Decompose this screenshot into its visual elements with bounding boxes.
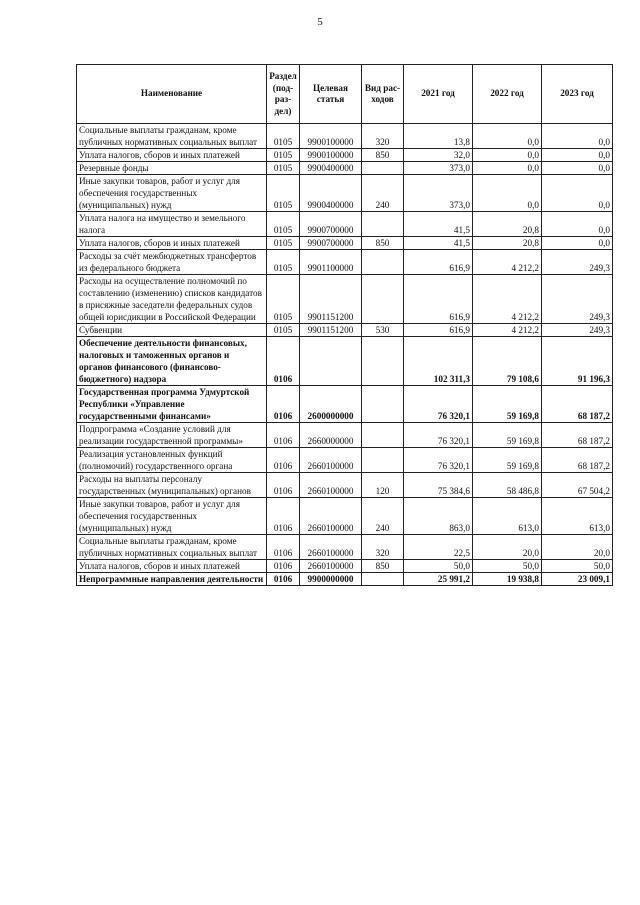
cell-name: Уплата налогов, сборов и иных платежей bbox=[77, 149, 267, 162]
cell-2021: 50,0 bbox=[404, 560, 473, 573]
cell-target bbox=[300, 337, 362, 386]
cell-section: 0105 bbox=[267, 324, 300, 337]
cell-2021: 76 320,1 bbox=[404, 448, 473, 473]
cell-2021: 616,9 bbox=[404, 275, 473, 324]
cell-expense-type: 850 bbox=[362, 149, 404, 162]
cell-expense-type: 240 bbox=[362, 175, 404, 212]
cell-2023: 23 009,1 bbox=[542, 573, 613, 586]
cell-expense-type bbox=[362, 573, 404, 586]
cell-name: Уплата налогов, сборов и иных платежей bbox=[77, 560, 267, 573]
cell-target: 9900100000 bbox=[300, 124, 362, 149]
cell-2021: 76 320,1 bbox=[404, 423, 473, 448]
table-row bbox=[77, 473, 613, 498]
cell-section: 0106 bbox=[267, 448, 300, 473]
cell-2021: 616,9 bbox=[404, 250, 473, 275]
cell-expense-type: 120 bbox=[362, 473, 404, 498]
cell-2023: 0,0 bbox=[542, 175, 613, 212]
cell-2022: 613,0 bbox=[473, 498, 542, 535]
cell-name: Иные закупки товаров, работ и услуг для обеспечения государственных (муниципальных) нужд bbox=[77, 175, 267, 212]
cell-name: Обеспечение деятельности финансовых, налоговых и таможенных органов и органов финансового (финансово-бюджетного) надзора bbox=[77, 337, 267, 386]
cell-target: 2660000000 bbox=[300, 423, 362, 448]
table-row bbox=[77, 386, 613, 423]
header-expense-type: Вид рас-ходов bbox=[362, 65, 404, 124]
cell-section: 0105 bbox=[267, 162, 300, 175]
cell-2023: 68 187,2 bbox=[542, 423, 613, 448]
cell-expense-type bbox=[362, 275, 404, 324]
header-target: Целевая статья bbox=[300, 65, 362, 124]
cell-target: 9900700000 bbox=[300, 212, 362, 237]
cell-target: 9901151200 bbox=[300, 275, 362, 324]
header-2022: 2022 год bbox=[473, 65, 542, 124]
table-row bbox=[77, 448, 613, 473]
cell-2022: 20,0 bbox=[473, 535, 542, 560]
cell-2023: 613,0 bbox=[542, 498, 613, 535]
cell-target: 9900400000 bbox=[300, 162, 362, 175]
cell-2023: 68 187,2 bbox=[542, 448, 613, 473]
cell-section: 0105 bbox=[267, 237, 300, 250]
header-name: Наименование bbox=[77, 65, 267, 124]
cell-2021: 41,5 bbox=[404, 237, 473, 250]
cell-2022: 59 169,8 bbox=[473, 386, 542, 423]
cell-expense-type: 320 bbox=[362, 124, 404, 149]
cell-2022: 0,0 bbox=[473, 149, 542, 162]
budget-table bbox=[76, 64, 613, 586]
cell-2023: 0,0 bbox=[542, 237, 613, 250]
cell-section: 0106 bbox=[267, 386, 300, 423]
cell-2022: 4 212,2 bbox=[473, 275, 542, 324]
cell-name: Уплата налога на имущество и земельного налога bbox=[77, 212, 267, 237]
cell-expense-type bbox=[362, 337, 404, 386]
cell-2022: 0,0 bbox=[473, 175, 542, 212]
cell-section: 0106 bbox=[267, 337, 300, 386]
cell-target: 9900700000 bbox=[300, 237, 362, 250]
table-row bbox=[77, 237, 613, 250]
cell-2021: 13,8 bbox=[404, 124, 473, 149]
cell-section: 0106 bbox=[267, 498, 300, 535]
cell-2022: 50,0 bbox=[473, 560, 542, 573]
cell-2021: 75 384,6 bbox=[404, 473, 473, 498]
cell-section: 0106 bbox=[267, 473, 300, 498]
cell-section: 0105 bbox=[267, 124, 300, 149]
cell-2022: 59 169,8 bbox=[473, 448, 542, 473]
table-row bbox=[77, 124, 613, 149]
cell-2022: 0,0 bbox=[473, 124, 542, 149]
cell-name: Субвенции bbox=[77, 324, 267, 337]
cell-name: Государственная программа Удмуртской Республики «Управление государственными финансами» bbox=[77, 386, 267, 423]
cell-2022: 20,8 bbox=[473, 212, 542, 237]
table-row bbox=[77, 573, 613, 586]
cell-2022: 4 212,2 bbox=[473, 324, 542, 337]
cell-2021: 22,5 bbox=[404, 535, 473, 560]
cell-2023: 249,3 bbox=[542, 324, 613, 337]
cell-expense-type bbox=[362, 386, 404, 423]
cell-2021: 863,0 bbox=[404, 498, 473, 535]
cell-section: 0105 bbox=[267, 250, 300, 275]
table-row bbox=[77, 337, 613, 386]
cell-name: Расходы за счёт межбюджетных трансфертов из федерального бюджета bbox=[77, 250, 267, 275]
cell-2023: 249,3 bbox=[542, 250, 613, 275]
header-2023: 2023 год bbox=[542, 65, 613, 124]
cell-target: 9900000000 bbox=[300, 573, 362, 586]
cell-section: 0105 bbox=[267, 175, 300, 212]
cell-2021: 32,0 bbox=[404, 149, 473, 162]
cell-2021: 616,9 bbox=[404, 324, 473, 337]
table-row bbox=[77, 175, 613, 212]
cell-2021: 373,0 bbox=[404, 162, 473, 175]
cell-expense-type bbox=[362, 448, 404, 473]
cell-expense-type: 320 bbox=[362, 535, 404, 560]
cell-target: 2660100000 bbox=[300, 473, 362, 498]
cell-2023: 50,0 bbox=[542, 560, 613, 573]
cell-2023: 91 196,3 bbox=[542, 337, 613, 386]
table-row bbox=[77, 324, 613, 337]
cell-2023: 0,0 bbox=[542, 149, 613, 162]
cell-2021: 76 320,1 bbox=[404, 386, 473, 423]
header-section: Раздел (под-раз-дел) bbox=[267, 65, 300, 124]
cell-2021: 102 311,3 bbox=[404, 337, 473, 386]
cell-section: 0106 bbox=[267, 560, 300, 573]
cell-2023: 249,3 bbox=[542, 275, 613, 324]
cell-2022: 4 212,2 bbox=[473, 250, 542, 275]
cell-expense-type: 850 bbox=[362, 237, 404, 250]
cell-expense-type bbox=[362, 250, 404, 275]
cell-2023: 0,0 bbox=[542, 124, 613, 149]
cell-expense-type bbox=[362, 162, 404, 175]
cell-2023: 20,0 bbox=[542, 535, 613, 560]
table-row bbox=[77, 250, 613, 275]
cell-name: Иные закупки товаров, работ и услуг для обеспечения государственных (муниципальных) нужд bbox=[77, 498, 267, 535]
cell-2022: 59 169,8 bbox=[473, 423, 542, 448]
cell-2021: 25 991,2 bbox=[404, 573, 473, 586]
table-row bbox=[77, 149, 613, 162]
cell-target: 2600000000 bbox=[300, 386, 362, 423]
cell-name: Непрограммные направления деятельности bbox=[77, 573, 267, 586]
table-body bbox=[77, 124, 613, 586]
cell-target: 9900100000 bbox=[300, 149, 362, 162]
cell-name: Расходы на осуществление полномочий по составлению (изменению) списков кандидатов в присяжные заседатели федеральных судов общей юрисдикции в Российской Федерации bbox=[77, 275, 267, 324]
cell-expense-type bbox=[362, 212, 404, 237]
cell-target: 9901100000 bbox=[300, 250, 362, 275]
cell-2022: 20,8 bbox=[473, 237, 542, 250]
cell-expense-type bbox=[362, 423, 404, 448]
table-row bbox=[77, 535, 613, 560]
cell-2022: 79 108,6 bbox=[473, 337, 542, 386]
cell-2022: 0,0 bbox=[473, 162, 542, 175]
cell-expense-type: 850 bbox=[362, 560, 404, 573]
cell-section: 0106 bbox=[267, 423, 300, 448]
table-header-row bbox=[77, 65, 613, 124]
cell-2023: 0,0 bbox=[542, 162, 613, 175]
cell-name: Подпрограмма «Создание условий для реализации государственной программы» bbox=[77, 423, 267, 448]
cell-expense-type: 530 bbox=[362, 324, 404, 337]
cell-target: 9901151200 bbox=[300, 324, 362, 337]
cell-section: 0106 bbox=[267, 573, 300, 586]
cell-2023: 68 187,2 bbox=[542, 386, 613, 423]
cell-2021: 373,0 bbox=[404, 175, 473, 212]
cell-2022: 58 486,8 bbox=[473, 473, 542, 498]
cell-target: 2660100000 bbox=[300, 535, 362, 560]
cell-name: Социальные выплаты гражданам, кроме публичных нормативных социальных выплат bbox=[77, 535, 267, 560]
cell-name: Уплата налогов, сборов и иных платежей bbox=[77, 237, 267, 250]
cell-section: 0106 bbox=[267, 535, 300, 560]
cell-2023: 67 504,2 bbox=[542, 473, 613, 498]
cell-name: Социальные выплаты гражданам, кроме публичных нормативных социальных выплат bbox=[77, 124, 267, 149]
cell-section: 0105 bbox=[267, 212, 300, 237]
cell-name: Расходы на выплаты персоналу государственных (муниципальных) органов bbox=[77, 473, 267, 498]
cell-target: 2660100000 bbox=[300, 498, 362, 535]
cell-target: 2660100000 bbox=[300, 560, 362, 573]
header-2021: 2021 год bbox=[404, 65, 473, 124]
cell-name: Резервные фонды bbox=[77, 162, 267, 175]
cell-name: Реализация установленных функций (полномочий) государственного органа bbox=[77, 448, 267, 473]
table-row bbox=[77, 560, 613, 573]
table-row bbox=[77, 275, 613, 324]
cell-2022: 19 938,8 bbox=[473, 573, 542, 586]
table-row bbox=[77, 423, 613, 448]
cell-section: 0105 bbox=[267, 275, 300, 324]
cell-2021: 41,5 bbox=[404, 212, 473, 237]
cell-target: 2660100000 bbox=[300, 448, 362, 473]
page-number: 5 bbox=[317, 16, 323, 28]
cell-section: 0105 bbox=[267, 149, 300, 162]
cell-expense-type: 240 bbox=[362, 498, 404, 535]
table-row bbox=[77, 212, 613, 237]
cell-2023: 0,0 bbox=[542, 212, 613, 237]
cell-target: 9900400000 bbox=[300, 175, 362, 212]
table-row bbox=[77, 498, 613, 535]
table-row bbox=[77, 162, 613, 175]
